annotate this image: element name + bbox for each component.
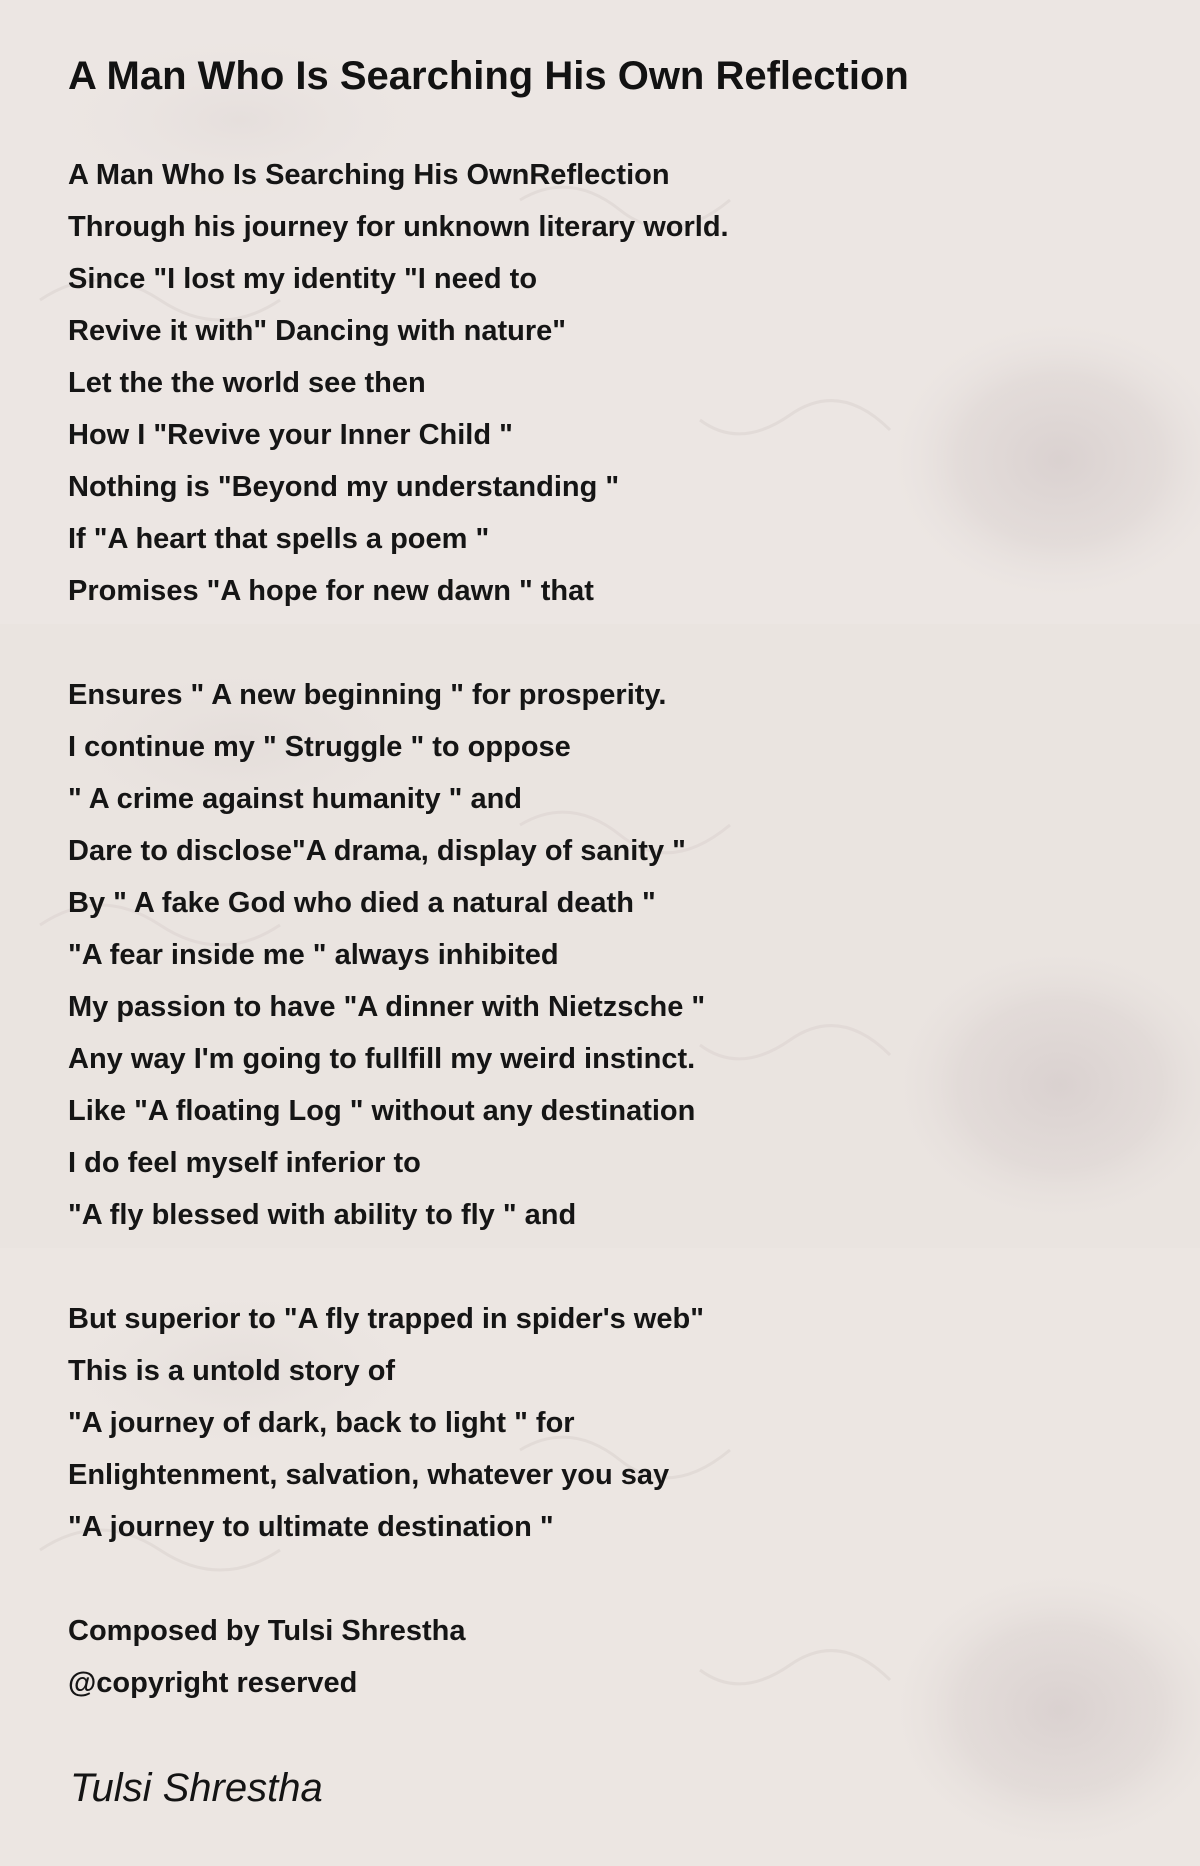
poem-line: By " A fake God who died a natural death " xyxy=(68,887,656,919)
poem-line: My passion to have "A dinner with Nietzsche " xyxy=(68,991,706,1023)
poem-line: Revive it with" Dancing with nature" xyxy=(68,315,567,347)
poem-line: Ensures " A new beginning " for prosperity. xyxy=(68,679,667,711)
poem-stanza-2 xyxy=(68,669,729,1241)
poem-line: If "A heart that spells a poem " xyxy=(68,523,490,555)
poem-line: " A crime against humanity " and xyxy=(68,783,523,815)
poem-line: "A journey of dark, back to light " for xyxy=(68,1407,575,1439)
poem-stanza-1 xyxy=(68,149,729,617)
poem-title: A Man Who Is Searching His Own Reflection xyxy=(68,54,909,98)
poem-line: Nothing is "Beyond my understanding " xyxy=(68,471,620,503)
poem-line: How I "Revive your Inner Child " xyxy=(68,419,513,451)
poem-line: Enlightenment, salvation, whatever you say xyxy=(68,1459,670,1491)
poem-line: Since "I lost my identity "I need to xyxy=(68,263,538,295)
poem-line: A Man Who Is Searching His OwnReflection xyxy=(68,159,670,191)
poem-line: "A journey to ultimate destination " xyxy=(68,1511,554,1543)
poem-line: But superior to "A fly trapped in spider's web" xyxy=(68,1303,704,1335)
poem-line: I do feel myself inferior to xyxy=(68,1147,421,1179)
poem-line: I continue my " Struggle " to oppose xyxy=(68,731,571,763)
poem-line: Let the the world see then xyxy=(68,367,426,399)
composed-by-line: Composed by Tulsi Shrestha xyxy=(68,1615,466,1647)
poem-line: Dare to disclose"A drama, display of sanity " xyxy=(68,835,686,867)
poem-stanza-3 xyxy=(68,1293,729,1553)
poem-credit xyxy=(68,1605,729,1709)
poem-line: "A fly blessed with ability to fly " and xyxy=(68,1199,577,1231)
poem-line: Like "A floating Log " without any destination xyxy=(68,1095,696,1127)
poem-line: "A fear inside me " always inhibited xyxy=(68,939,559,971)
author-name: Tulsi Shrestha xyxy=(70,1766,323,1810)
poem-line: This is a untold story of xyxy=(68,1355,396,1387)
copyright-line: @copyright reserved xyxy=(68,1667,358,1699)
poem-line: Any way I'm going to fullfill my weird instinct. xyxy=(68,1043,696,1075)
poem-line: Through his journey for unknown literary world. xyxy=(68,211,729,243)
poem-body xyxy=(68,149,729,1761)
poem-line: Promises "A hope for new dawn " that xyxy=(68,575,594,607)
